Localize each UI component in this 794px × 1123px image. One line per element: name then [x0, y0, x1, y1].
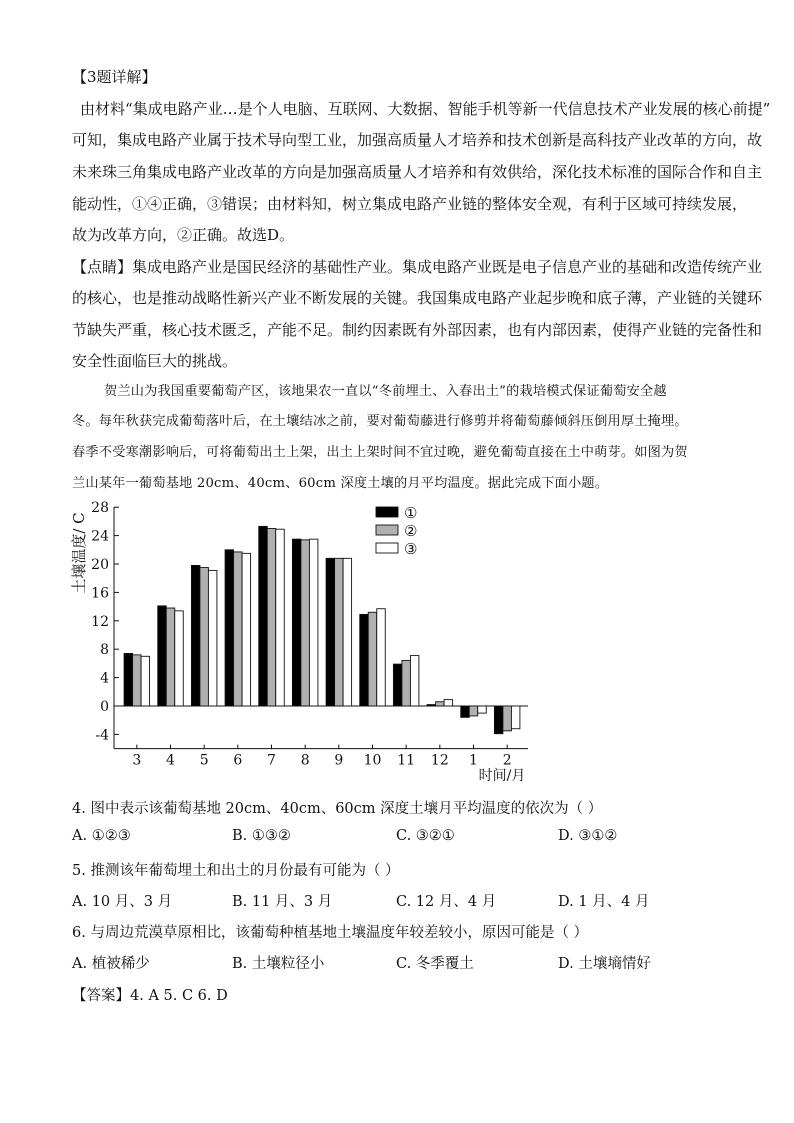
x-tick-label: 10: [363, 752, 382, 769]
comment-line: 安全性面临巨大的挑战。: [72, 352, 238, 370]
x-tick-label: 6: [233, 752, 243, 769]
bar-1: [494, 706, 503, 734]
option-d[interactable]: D. 土壤墒情好: [558, 956, 651, 972]
y-tick-label: -4: [95, 727, 109, 744]
option-b[interactable]: B. 11 月、3 月: [232, 894, 333, 910]
comment-line: [72, 256, 762, 277]
bar-2: [267, 529, 276, 707]
material-line: 兰山某年一葡萄基地 20cm、40cm、60cm 深度土壤的月平均温度。据此完成下面小题。: [72, 476, 609, 491]
x-tick-label: 9: [334, 752, 344, 769]
material-line: 冬。每年秋获完成葡萄落叶后，在土壤结冰之前，要对葡萄藤进行修剪并将葡萄藤倾斜压倒用厚土掩埋。: [72, 414, 688, 429]
bar-3: [478, 706, 487, 713]
option-c[interactable]: C. ③②①: [396, 828, 455, 844]
bar-3: [208, 570, 217, 706]
option-a[interactable]: A. ①②③: [72, 828, 131, 844]
answer-line: [72, 984, 228, 1005]
legend-swatch-2: [376, 525, 398, 535]
question-stem: 4. 图中表示该葡萄基地 20cm、40cm、60cm 深度土壤月平均温度的依次为（ ）: [72, 801, 603, 817]
x-tick-label: 8: [300, 752, 310, 769]
option-a[interactable]: A. 10 月、3 月: [72, 894, 173, 910]
x-tick-label: 4: [166, 752, 175, 769]
paragraph-line: 由材料“集成电路产业…是个人电脑、互联网、大数据、智能手机等新一代信息技术产业发展的核心前提”: [80, 100, 771, 118]
bar-2: [503, 706, 512, 731]
answer-label: 【答案】: [72, 988, 130, 1004]
y-tick-label: 20: [91, 557, 109, 573]
y-tick-label: 4: [100, 670, 109, 687]
bar-3: [309, 539, 318, 706]
bar-2: [301, 540, 310, 706]
question-stem: 5. 推测该年葡萄埋土和出土的月份最有可能为（ ）: [72, 863, 400, 879]
question-stem: 6. 与周边荒漠草原相比，该葡萄种植基地土壤温度年较差较小，原因可能是（ ）: [72, 925, 589, 941]
bar-3: [377, 609, 386, 706]
legend-swatch-1: [376, 507, 398, 517]
bar-1: [461, 706, 470, 717]
comment-text: 集成电路产业是国民经济的基础性产业。集成电路产业既是电子信息产业的基础和改造传统产业: [132, 258, 763, 276]
bar-3: [242, 553, 251, 706]
bar-1: [292, 539, 301, 706]
bar-1: [427, 705, 436, 706]
soil-temperature-chart: [0, 495, 794, 795]
x-tick-label: 12: [430, 752, 449, 769]
y-axis-label: 土壤温度/ C: [70, 512, 88, 594]
comment-label: 【点睛】: [72, 258, 133, 276]
bar-2: [234, 552, 243, 706]
bar-1: [360, 614, 369, 706]
material-line: 春季不受寒潮影响后，可将葡萄出土上架，出土上架时间不宜过晚，避免葡萄直接在土中萌芽。如图为贺: [72, 445, 688, 460]
legend-label-3: ③: [404, 540, 418, 558]
bar-2: [335, 558, 344, 706]
bar-3: [511, 706, 519, 729]
bar-2: [200, 568, 209, 706]
option-a[interactable]: A. 植被稀少: [72, 956, 150, 972]
bar-2: [166, 608, 175, 706]
bar-1: [326, 558, 335, 706]
option-d[interactable]: D. 1 月、4 月: [558, 894, 650, 910]
x-tick-label: 7: [267, 752, 276, 769]
comment-line: 节缺失严重，核心技术匮乏，产能不足。制约因素既有外部因素，也有内部因素，使得产业链的完备性和: [72, 321, 763, 339]
bar-3: [276, 529, 285, 706]
legend-swatch-3: [376, 543, 398, 553]
legend-label-2: ②: [404, 522, 418, 540]
comment-line: 的核心，也是推动战略性新兴产业不断发展的关键。我国集成电路产业起步晚和底子薄，产业链的关键环: [72, 289, 763, 307]
paragraph-line: 未来珠三角集成电路产业改革的方向是加强高质量人才培养和有效供给，深化技术标准的国际合作和自主: [72, 163, 763, 181]
x-tick-label: 2: [502, 752, 512, 769]
bar-3: [141, 656, 150, 706]
bar-2: [368, 612, 377, 706]
x-tick-label: 1: [469, 752, 478, 769]
option-b[interactable]: B. ①③②: [232, 828, 291, 844]
option-b[interactable]: B. 土壤粒径小: [232, 956, 325, 972]
paragraph-line: 故为改革方向，②正确。故选D。: [72, 226, 295, 244]
x-tick-label: 5: [199, 752, 209, 769]
bar-3: [343, 558, 352, 706]
y-tick-label: 28: [91, 500, 109, 517]
paragraph-line: 能动性，①④正确，③错误；由材料知，树立集成电路产业链的整体安全观，有利于区域可持续发展，: [72, 195, 748, 213]
answer-text: 4. A 5. C 6. D: [130, 988, 228, 1004]
x-tick-label: 11: [397, 752, 416, 769]
bar-3: [444, 700, 453, 706]
bar-1: [158, 606, 167, 706]
bar-1: [259, 526, 268, 706]
paragraph-line: 可知，集成电路产业属于技术导向型工业，加强高质量人才培养和技术创新是高科技产业改革的方向，故: [72, 131, 763, 149]
bar-2: [436, 702, 445, 706]
y-tick-label: 8: [100, 642, 109, 659]
section-heading: 【3题详解】: [72, 68, 157, 86]
bar-3: [410, 656, 419, 706]
x-axis-label: 时间/月: [478, 768, 526, 784]
y-tick-label: 0: [100, 699, 109, 715]
legend-label-1: ①: [404, 504, 418, 522]
y-tick-label: 16: [91, 585, 109, 602]
option-c[interactable]: C. 12 月、4 月: [396, 894, 497, 910]
bar-1: [124, 653, 133, 706]
bar-1: [191, 565, 200, 706]
bar-2: [402, 661, 411, 706]
bar-1: [393, 664, 402, 706]
option-c[interactable]: C. 冬季覆土: [396, 956, 474, 972]
x-tick-label: 3: [132, 752, 142, 769]
y-tick-label: 24: [91, 528, 109, 545]
bar-2: [133, 655, 142, 706]
y-tick-label: 12: [91, 613, 109, 630]
bar-1: [225, 550, 234, 706]
material-line: 贺兰山为我国重要葡萄产区，该地果农一直以“冬前埋土、入春出土”的栽培模式保证葡萄安全越: [104, 384, 667, 399]
bar-3: [175, 611, 184, 706]
bar-2: [469, 706, 478, 716]
option-d[interactable]: D. ③①②: [558, 828, 618, 844]
